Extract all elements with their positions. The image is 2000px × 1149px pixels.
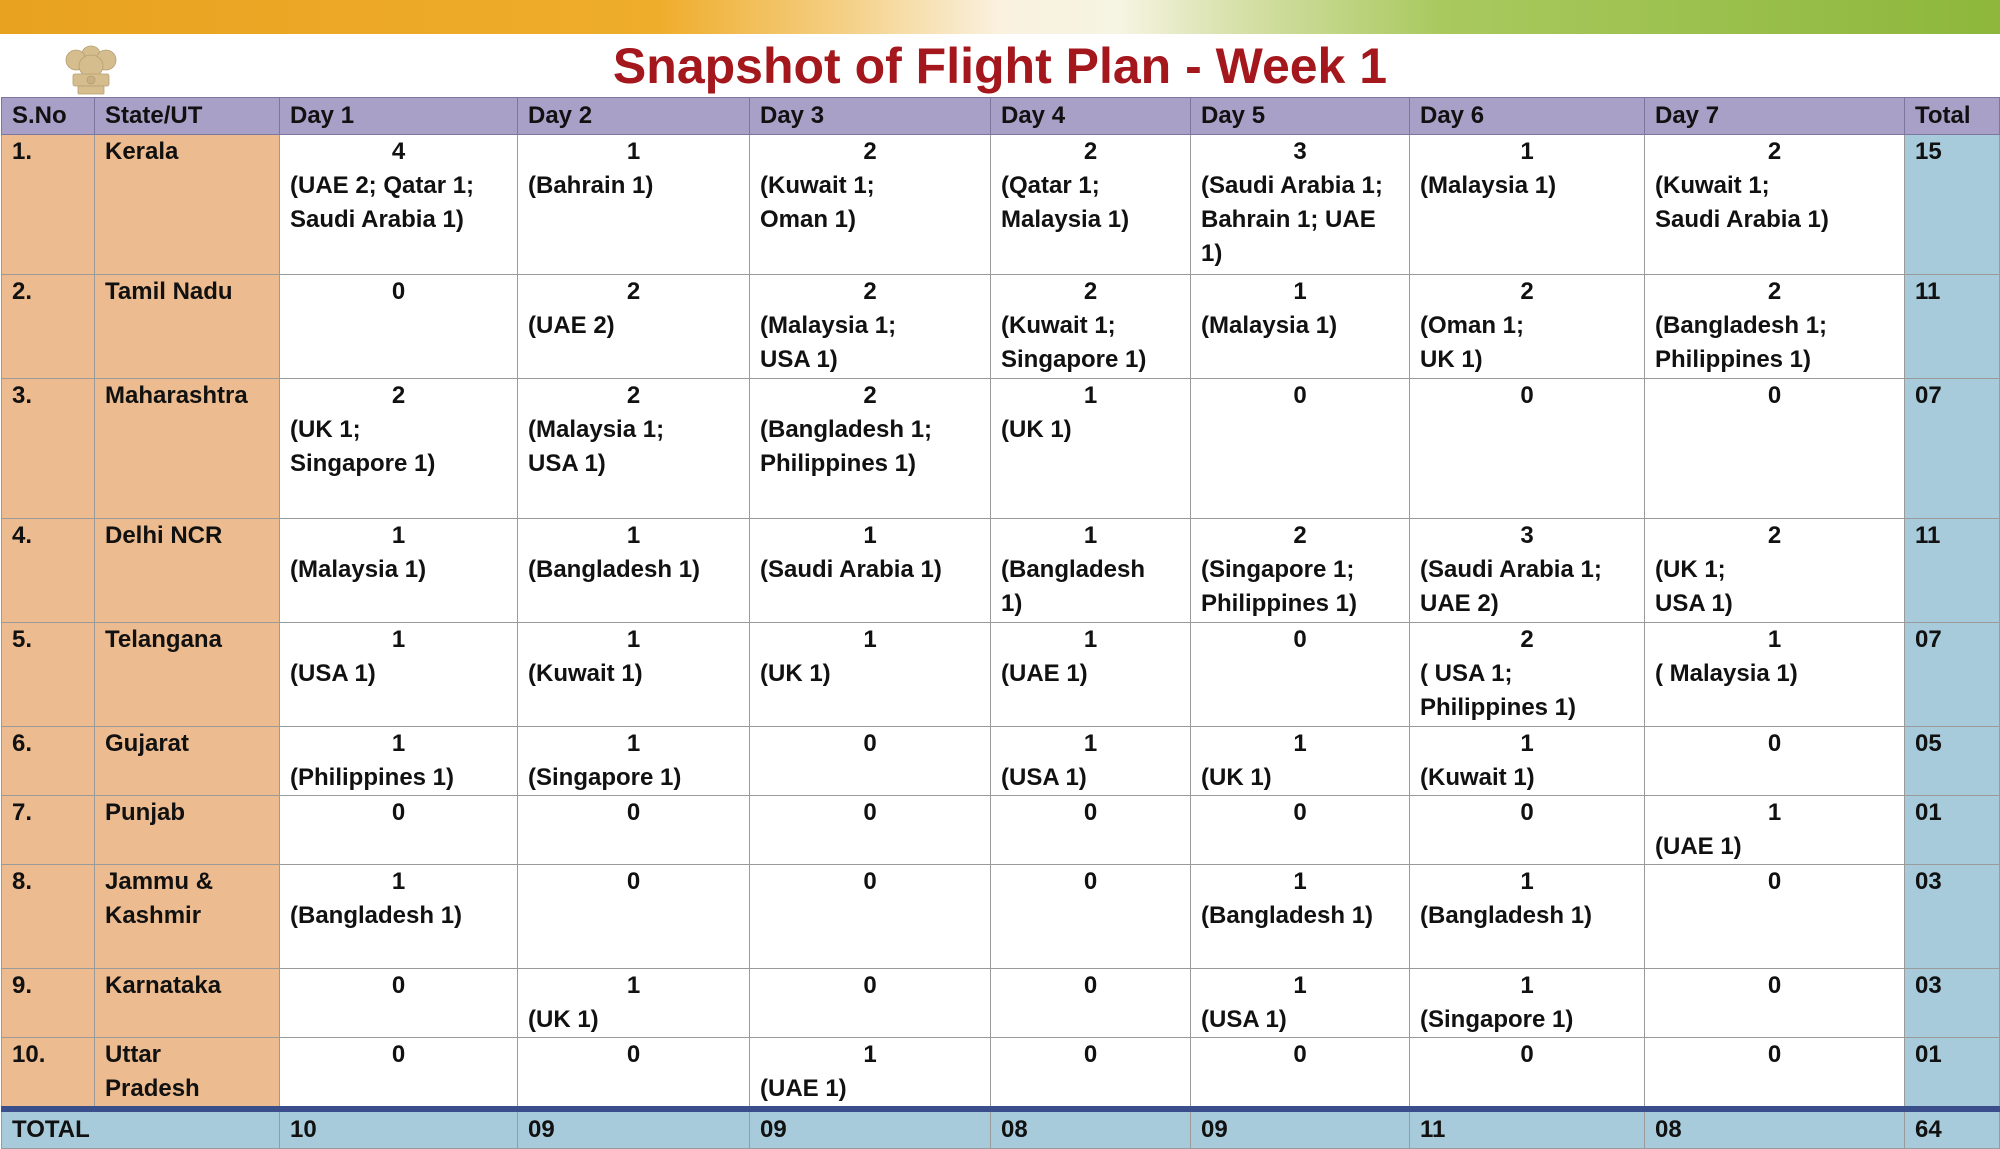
day-cell xyxy=(1191,865,1410,969)
day-cell xyxy=(1410,135,1645,275)
flight-count: 1 xyxy=(1083,522,1098,549)
row-state-name: Kerala xyxy=(95,135,280,275)
flight-count: 0 xyxy=(626,799,641,826)
day-total: 08 xyxy=(991,1109,1191,1149)
day-cell xyxy=(1191,796,1410,865)
flight-destinations: (Malaysia 1; USA 1) xyxy=(760,312,897,373)
flight-count: 0 xyxy=(1520,1041,1534,1068)
flight-count: 1 xyxy=(1293,868,1307,895)
day-cell xyxy=(750,379,991,519)
top-decorative-band xyxy=(0,0,2000,34)
day-cell xyxy=(991,1038,1191,1110)
flight-count: 2 xyxy=(1520,626,1534,653)
row-total: 05 xyxy=(1905,727,2000,796)
flight-count: 1 xyxy=(863,522,877,549)
flight-count: 1 xyxy=(391,522,406,549)
flight-destinations: (UK 1) xyxy=(1001,416,1072,443)
flight-destinations: (Bangladesh 1) xyxy=(1420,902,1593,929)
row-total: 01 xyxy=(1905,796,2000,865)
flight-count: 1 xyxy=(1520,730,1534,757)
row-total: 03 xyxy=(1905,865,2000,969)
flight-count: 1 xyxy=(1293,278,1307,305)
day-cell xyxy=(518,623,750,727)
row-total: 07 xyxy=(1905,623,2000,727)
flight-destinations: (Bangladesh 1) xyxy=(528,556,701,583)
day-cell xyxy=(991,727,1191,796)
flight-destinations: (Singapore 1) xyxy=(1420,1006,1574,1033)
day-cell xyxy=(1645,727,1905,796)
flight-count: 0 xyxy=(391,799,406,826)
day-cell xyxy=(750,1038,991,1110)
flight-destinations: (UAE 1) xyxy=(1001,660,1088,687)
table-row xyxy=(2,623,2000,727)
flight-destinations: (Saudi Arabia 1; Bahrain 1; UAE 1) xyxy=(1201,172,1383,267)
flight-count: 0 xyxy=(1293,1041,1307,1068)
row-total: 11 xyxy=(1905,519,2000,623)
flight-count: 1 xyxy=(1767,799,1782,826)
row-total: 11 xyxy=(1905,275,2000,379)
table-header-row xyxy=(2,98,2000,135)
day-cell xyxy=(518,969,750,1038)
flight-count: 0 xyxy=(626,1041,641,1068)
total-label: TOTAL xyxy=(2,1109,280,1149)
day-cell xyxy=(1191,135,1410,275)
flight-count: 2 xyxy=(863,278,877,305)
flight-destinations: ( USA 1; Philippines 1) xyxy=(1420,660,1577,721)
day-cell xyxy=(991,623,1191,727)
flight-destinations: (UAE 1) xyxy=(760,1075,847,1102)
flight-destinations: (USA 1) xyxy=(290,660,376,687)
row-serial-number: 5. xyxy=(2,623,95,727)
row-serial-number: 4. xyxy=(2,519,95,623)
day-cell xyxy=(1191,623,1410,727)
day-cell xyxy=(280,519,518,623)
row-serial-number: 8. xyxy=(2,865,95,969)
table-row xyxy=(2,379,2000,519)
day-cell xyxy=(991,275,1191,379)
flight-count: 1 xyxy=(626,972,641,999)
day-cell xyxy=(1191,1038,1410,1110)
day-cell xyxy=(1410,1038,1645,1110)
flight-count: 0 xyxy=(1293,382,1307,409)
day-cell xyxy=(518,275,750,379)
flight-count: 0 xyxy=(391,972,406,999)
row-state-name: Karnataka xyxy=(95,969,280,1038)
day-cell xyxy=(518,865,750,969)
row-state-name: Uttar Pradesh xyxy=(95,1038,280,1110)
flight-count: 1 xyxy=(626,730,641,757)
table-row xyxy=(2,727,2000,796)
flight-count: 2 xyxy=(1083,138,1098,165)
day-cell xyxy=(750,623,991,727)
flight-destinations: (Malaysia 1; USA 1) xyxy=(528,416,665,477)
day-cell xyxy=(991,865,1191,969)
flight-count: 3 xyxy=(1520,522,1534,549)
row-serial-number: 7. xyxy=(2,796,95,865)
flight-count: 2 xyxy=(863,382,877,409)
grand-total-row xyxy=(2,1109,2000,1149)
day-cell xyxy=(280,865,518,969)
day-cell xyxy=(1410,623,1645,727)
flight-destinations: (Singapore 1) xyxy=(528,764,682,791)
flight-count: 0 xyxy=(863,799,877,826)
day-cell xyxy=(1191,379,1410,519)
column-header: Day 3 xyxy=(750,98,991,135)
table-row xyxy=(2,796,2000,865)
flight-count: 0 xyxy=(1293,626,1307,653)
day-cell xyxy=(750,275,991,379)
flight-destinations: (Saudi Arabia 1) xyxy=(760,556,942,583)
flight-destinations: (Bangladesh 1; Philippines 1) xyxy=(1655,312,1828,373)
flight-destinations: (Kuwait 1; Oman 1) xyxy=(760,172,875,233)
flight-destinations: (Kuwait 1; Singapore 1) xyxy=(1001,312,1147,373)
day-total: 10 xyxy=(280,1109,518,1149)
table-row xyxy=(2,1038,2000,1110)
flight-count: 1 xyxy=(626,626,641,653)
flight-count: 1 xyxy=(1520,868,1534,895)
flight-count: 1 xyxy=(1520,138,1534,165)
column-header: Day 6 xyxy=(1410,98,1645,135)
flight-destinations: (UK 1) xyxy=(1201,764,1272,791)
flight-destinations: (Singapore 1; Philippines 1) xyxy=(1201,556,1358,617)
flight-destinations: (Kuwait 1; Saudi Arabia 1) xyxy=(1655,172,1829,233)
row-state-name: Maharashtra xyxy=(95,379,280,519)
column-header: Day 7 xyxy=(1645,98,1905,135)
flight-count: 1 xyxy=(391,730,406,757)
table-row xyxy=(2,969,2000,1038)
flight-count: 0 xyxy=(1767,972,1782,999)
column-header: Day 1 xyxy=(280,98,518,135)
flight-destinations: (UAE 1) xyxy=(1655,833,1742,860)
flight-destinations: (UK 1; USA 1) xyxy=(1655,556,1733,617)
flight-count: 3 xyxy=(1293,138,1307,165)
flight-count: 1 xyxy=(1083,626,1098,653)
day-cell xyxy=(750,969,991,1038)
flight-count: 1 xyxy=(1520,972,1534,999)
flight-destinations: (Bangladesh 1) xyxy=(290,902,463,929)
flight-count: 2 xyxy=(1293,522,1307,549)
flight-destinations: (UK 1) xyxy=(760,660,831,687)
flight-count: 2 xyxy=(391,382,406,409)
column-header: Total xyxy=(1905,98,2000,135)
row-state-name: Tamil Nadu xyxy=(95,275,280,379)
day-cell xyxy=(991,519,1191,623)
day-cell xyxy=(1645,379,1905,519)
row-total: 03 xyxy=(1905,969,2000,1038)
flight-count: 0 xyxy=(626,868,641,895)
page-title: Snapshot of Flight Plan - Week 1 xyxy=(612,38,1388,94)
day-cell xyxy=(518,796,750,865)
row-serial-number: 10. xyxy=(2,1038,95,1110)
day-cell xyxy=(280,135,518,275)
column-header: Day 5 xyxy=(1191,98,1410,135)
flight-destinations: (Kuwait 1) xyxy=(528,660,643,687)
flight-count: 2 xyxy=(1767,522,1782,549)
day-cell xyxy=(1645,623,1905,727)
day-cell xyxy=(1645,519,1905,623)
day-cell xyxy=(1645,1038,1905,1110)
day-cell xyxy=(1410,796,1645,865)
row-serial-number: 9. xyxy=(2,969,95,1038)
row-state-name: Delhi NCR xyxy=(95,519,280,623)
day-cell xyxy=(1191,969,1410,1038)
day-cell xyxy=(750,519,991,623)
flight-destinations: (Qatar 1; Malaysia 1) xyxy=(1001,172,1130,233)
flight-destinations: (Malaysia 1) xyxy=(290,556,427,583)
row-serial-number: 6. xyxy=(2,727,95,796)
flight-destinations: (UK 1) xyxy=(528,1006,599,1033)
flight-destinations: (Kuwait 1) xyxy=(1420,764,1535,791)
day-cell xyxy=(1410,969,1645,1038)
column-header: State/UT xyxy=(95,98,280,135)
flight-count: 0 xyxy=(863,868,877,895)
flight-count: 1 xyxy=(1083,730,1098,757)
day-cell xyxy=(280,969,518,1038)
day-cell xyxy=(1191,275,1410,379)
flight-destinations: (Bahrain 1) xyxy=(528,172,654,199)
flight-destinations: (Malaysia 1) xyxy=(1201,312,1338,339)
flight-count: 4 xyxy=(391,138,406,165)
grand-total: 64 xyxy=(1905,1109,2000,1149)
row-total: 07 xyxy=(1905,379,2000,519)
column-header: Day 2 xyxy=(518,98,750,135)
flight-destinations: (UAE 2; Qatar 1; Saudi Arabia 1) xyxy=(290,172,475,233)
day-cell xyxy=(1410,379,1645,519)
flight-count: 0 xyxy=(1083,799,1098,826)
day-cell xyxy=(991,135,1191,275)
flight-count: 1 xyxy=(863,1041,877,1068)
row-serial-number: 1. xyxy=(2,135,95,275)
flight-count: 1 xyxy=(1083,382,1098,409)
column-header: S.No xyxy=(2,98,95,135)
flight-count: 2 xyxy=(1083,278,1098,305)
day-cell xyxy=(750,135,991,275)
flight-count: 0 xyxy=(1083,868,1098,895)
row-state-name: Gujarat xyxy=(95,727,280,796)
flight-count: 0 xyxy=(863,730,877,757)
flight-count: 0 xyxy=(863,972,877,999)
day-cell xyxy=(1645,865,1905,969)
day-total: 11 xyxy=(1410,1109,1645,1149)
flight-count: 1 xyxy=(626,138,641,165)
flight-count: 1 xyxy=(626,522,641,549)
flight-count: 2 xyxy=(1767,138,1782,165)
day-cell xyxy=(1410,865,1645,969)
day-cell xyxy=(280,727,518,796)
day-cell xyxy=(1645,135,1905,275)
day-cell xyxy=(991,796,1191,865)
flight-count: 1 xyxy=(391,868,406,895)
day-cell xyxy=(1645,796,1905,865)
day-total: 09 xyxy=(518,1109,750,1149)
flight-destinations: (USA 1) xyxy=(1001,764,1087,791)
flight-count: 1 xyxy=(391,626,406,653)
flight-destinations: (Bangladesh 1) xyxy=(1201,902,1374,929)
day-cell xyxy=(280,796,518,865)
flight-count: 1 xyxy=(863,626,877,653)
day-cell xyxy=(280,623,518,727)
flight-destinations: (Malaysia 1) xyxy=(1420,172,1557,199)
flight-destinations: (Bangladesh 1) xyxy=(1001,556,1146,617)
day-cell xyxy=(518,135,750,275)
day-cell xyxy=(991,969,1191,1038)
table-row xyxy=(2,275,2000,379)
table-row xyxy=(2,519,2000,623)
flight-destinations: (USA 1) xyxy=(1201,1006,1287,1033)
day-cell xyxy=(1410,727,1645,796)
day-cell xyxy=(1645,969,1905,1038)
day-cell xyxy=(518,519,750,623)
day-cell xyxy=(750,727,991,796)
column-header: Day 4 xyxy=(991,98,1191,135)
flight-destinations: (Saudi Arabia 1; UAE 2) xyxy=(1420,556,1602,617)
row-serial-number: 2. xyxy=(2,275,95,379)
day-cell xyxy=(750,865,991,969)
day-cell xyxy=(518,1038,750,1110)
flight-count: 2 xyxy=(1520,278,1534,305)
flight-count: 1 xyxy=(1293,972,1307,999)
day-total: 08 xyxy=(1645,1109,1905,1149)
table-row xyxy=(2,865,2000,969)
day-cell xyxy=(991,379,1191,519)
flight-destinations: ( Malaysia 1) xyxy=(1655,660,1798,687)
flight-count: 1 xyxy=(1767,626,1782,653)
flight-destinations: (Philippines 1) xyxy=(290,764,455,791)
day-cell xyxy=(280,379,518,519)
day-total: 09 xyxy=(1191,1109,1410,1149)
flight-count: 0 xyxy=(391,1041,406,1068)
row-serial-number: 3. xyxy=(2,379,95,519)
day-cell xyxy=(1410,275,1645,379)
day-cell xyxy=(1191,519,1410,623)
flight-count: 0 xyxy=(1767,730,1782,757)
flight-count: 0 xyxy=(1293,799,1307,826)
flight-count: 0 xyxy=(1520,799,1534,826)
row-state-name: Telangana xyxy=(95,623,280,727)
flight-count: 0 xyxy=(391,278,406,305)
flight-destinations: (UAE 2) xyxy=(528,312,615,339)
flight-count: 2 xyxy=(626,382,641,409)
day-cell xyxy=(280,275,518,379)
flight-count: 2 xyxy=(626,278,641,305)
flight-count: 1 xyxy=(1293,730,1307,757)
row-state-name: Punjab xyxy=(95,796,280,865)
flight-count: 0 xyxy=(1083,972,1098,999)
flight-count: 0 xyxy=(1767,868,1782,895)
flight-plan-table xyxy=(1,97,2000,1149)
row-state-name: Jammu & Kashmir xyxy=(95,865,280,969)
day-cell xyxy=(280,1038,518,1110)
flight-count: 2 xyxy=(863,138,877,165)
day-cell xyxy=(1410,519,1645,623)
row-total: 15 xyxy=(1905,135,2000,275)
day-cell xyxy=(1645,275,1905,379)
day-cell xyxy=(518,379,750,519)
day-cell xyxy=(1191,727,1410,796)
table-row xyxy=(2,135,2000,275)
flight-count: 0 xyxy=(1767,382,1782,409)
flight-count: 0 xyxy=(1083,1041,1098,1068)
flight-destinations: (Oman 1; UK 1) xyxy=(1420,312,1525,373)
flight-count: 2 xyxy=(1767,278,1782,305)
flight-count: 0 xyxy=(1520,382,1534,409)
day-cell xyxy=(750,796,991,865)
day-total: 09 xyxy=(750,1109,991,1149)
row-total: 01 xyxy=(1905,1038,2000,1110)
flight-destinations: (Bangladesh 1; Philippines 1) xyxy=(760,416,933,477)
flight-destinations: (UK 1; Singapore 1) xyxy=(290,416,436,477)
flight-count: 0 xyxy=(1767,1041,1782,1068)
day-cell xyxy=(518,727,750,796)
